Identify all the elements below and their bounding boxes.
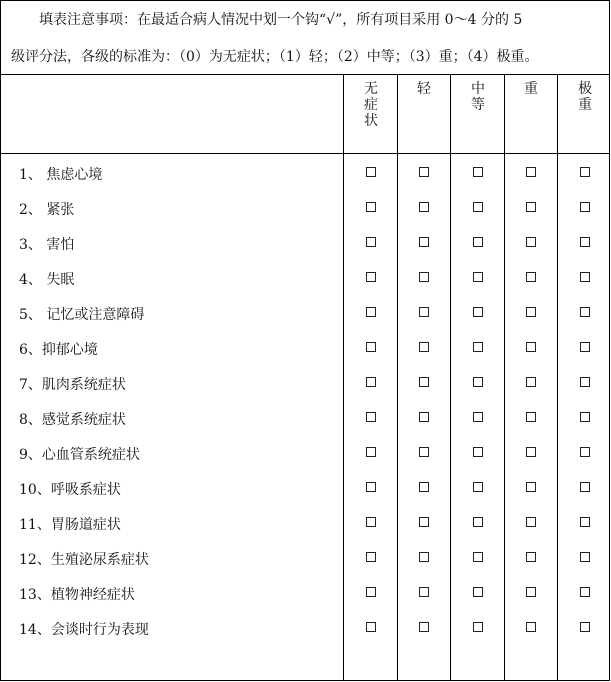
symptom-label: 14、会谈时行为表现 xyxy=(19,622,149,638)
rating-checkbox[interactable] xyxy=(526,167,536,177)
symptom-label: 9、心血管系统症状 xyxy=(19,447,140,463)
rating-checkbox[interactable] xyxy=(419,447,429,457)
symptom-label: 6、抑郁心境 xyxy=(19,342,98,358)
rating-checkbox[interactable] xyxy=(366,202,376,212)
rating-checkbox[interactable] xyxy=(366,412,376,422)
rating-checkbox[interactable] xyxy=(366,552,376,562)
rating-checkbox[interactable] xyxy=(366,237,376,247)
symptom-row xyxy=(1,190,609,225)
rating-checkbox[interactable] xyxy=(366,167,376,177)
rating-checkbox[interactable] xyxy=(580,167,590,177)
instructions-box xyxy=(1,1,609,75)
header-divider xyxy=(1,153,609,154)
symptom-row xyxy=(1,435,609,470)
rating-checkbox[interactable] xyxy=(526,377,536,387)
rating-checkbox[interactable] xyxy=(419,552,429,562)
rating-checkbox[interactable] xyxy=(580,237,590,247)
rating-checkbox[interactable] xyxy=(526,447,536,457)
rating-checkbox[interactable] xyxy=(580,412,590,422)
rating-checkbox[interactable] xyxy=(473,447,483,457)
rating-checkbox[interactable] xyxy=(419,587,429,597)
symptom-row xyxy=(1,575,609,610)
rating-checkbox[interactable] xyxy=(366,622,376,632)
symptom-row xyxy=(1,260,609,295)
rating-checkbox[interactable] xyxy=(366,517,376,527)
symptom-row xyxy=(1,225,609,260)
rating-checkbox[interactable] xyxy=(580,622,590,632)
rating-checkbox[interactable] xyxy=(526,202,536,212)
rating-checkbox[interactable] xyxy=(526,412,536,422)
rating-checkbox[interactable] xyxy=(526,587,536,597)
rating-checkbox[interactable] xyxy=(580,307,590,317)
rating-checkbox[interactable] xyxy=(580,377,590,387)
rating-checkbox[interactable] xyxy=(526,342,536,352)
symptom-label: 7、肌肉系统症状 xyxy=(19,377,126,393)
rating-checkbox[interactable] xyxy=(580,517,590,527)
symptom-row xyxy=(1,155,609,190)
rating-checkbox[interactable] xyxy=(473,517,483,527)
rating-checkbox[interactable] xyxy=(419,622,429,632)
rating-checkbox[interactable] xyxy=(526,307,536,317)
rating-checkbox[interactable] xyxy=(419,517,429,527)
rating-checkbox[interactable] xyxy=(473,552,483,562)
rating-checkbox[interactable] xyxy=(526,622,536,632)
rating-checkbox[interactable] xyxy=(526,237,536,247)
symptom-row xyxy=(1,330,609,365)
rating-checkbox[interactable] xyxy=(473,272,483,282)
symptom-row xyxy=(1,540,609,575)
rating-checkbox[interactable] xyxy=(419,482,429,492)
rating-checkbox[interactable] xyxy=(526,482,536,492)
rating-checkbox[interactable] xyxy=(580,482,590,492)
symptom-label: 11、胃肠道症状 xyxy=(19,517,121,533)
rating-checkbox[interactable] xyxy=(473,622,483,632)
rating-checkbox[interactable] xyxy=(419,167,429,177)
rating-checkbox[interactable] xyxy=(473,587,483,597)
rating-checkbox[interactable] xyxy=(473,167,483,177)
symptom-label: 8、感觉系统症状 xyxy=(19,412,126,428)
rating-checkbox[interactable] xyxy=(419,342,429,352)
rating-checkbox[interactable] xyxy=(366,482,376,492)
symptom-label: 2、 紧张 xyxy=(19,202,75,218)
symptom-label: 13、植物神经症状 xyxy=(19,587,135,603)
rating-checkbox[interactable] xyxy=(580,447,590,457)
rating-checkbox[interactable] xyxy=(526,517,536,527)
rating-checkbox[interactable] xyxy=(473,307,483,317)
symptom-label: 5、 记忆或注意障碍 xyxy=(19,307,145,323)
rating-checkbox[interactable] xyxy=(419,412,429,422)
rating-checkbox[interactable] xyxy=(473,237,483,247)
rating-checkbox[interactable] xyxy=(366,447,376,457)
rating-checkbox[interactable] xyxy=(473,202,483,212)
rating-checkbox[interactable] xyxy=(419,272,429,282)
rating-checkbox[interactable] xyxy=(580,342,590,352)
column-header: 无 症 状 xyxy=(364,81,378,129)
rating-checkbox[interactable] xyxy=(473,342,483,352)
symptom-label: 3、 害怕 xyxy=(19,237,75,253)
instructions-line-1: 填表注意事项：在最适合病人情况中划一个钩“√”，所有项目采用 0～4 分的 5 xyxy=(39,12,523,28)
rating-checkbox[interactable] xyxy=(473,482,483,492)
rating-checkbox[interactable] xyxy=(526,272,536,282)
rating-checkbox[interactable] xyxy=(366,377,376,387)
symptom-row xyxy=(1,505,609,540)
symptom-label: 1、 焦虑心境 xyxy=(19,167,103,183)
rating-checkbox[interactable] xyxy=(419,377,429,387)
instructions-line-2: 级评分法，各级的标准为：（0）为无症状；（1）轻；（2）中等；（3）重；（4）极重。 xyxy=(11,49,539,65)
rating-checkbox[interactable] xyxy=(366,307,376,317)
rating-checkbox[interactable] xyxy=(419,202,429,212)
rating-checkbox[interactable] xyxy=(366,272,376,282)
symptom-row xyxy=(1,295,609,330)
symptom-row xyxy=(1,470,609,505)
symptom-row xyxy=(1,400,609,435)
rating-checkbox[interactable] xyxy=(580,202,590,212)
rating-checkbox[interactable] xyxy=(473,377,483,387)
symptom-row xyxy=(1,610,609,645)
rating-checkbox[interactable] xyxy=(580,552,590,562)
rating-checkbox[interactable] xyxy=(366,587,376,597)
rating-checkbox[interactable] xyxy=(419,307,429,317)
rating-checkbox[interactable] xyxy=(580,587,590,597)
rating-checkbox[interactable] xyxy=(526,552,536,562)
rating-checkbox[interactable] xyxy=(473,412,483,422)
symptom-label: 4、 失眠 xyxy=(19,272,75,288)
rating-checkbox[interactable] xyxy=(366,342,376,352)
symptom-row xyxy=(1,365,609,400)
symptom-label: 12、生殖泌尿系症状 xyxy=(19,552,149,568)
symptom-label: 10、呼吸系症状 xyxy=(19,482,121,498)
column-header: 中 等 xyxy=(471,81,485,113)
column-header: 重 xyxy=(524,81,538,97)
rating-checkbox[interactable] xyxy=(580,272,590,282)
rating-checkbox[interactable] xyxy=(419,237,429,247)
column-header: 极 重 xyxy=(578,81,592,113)
column-header: 轻 xyxy=(417,81,431,97)
